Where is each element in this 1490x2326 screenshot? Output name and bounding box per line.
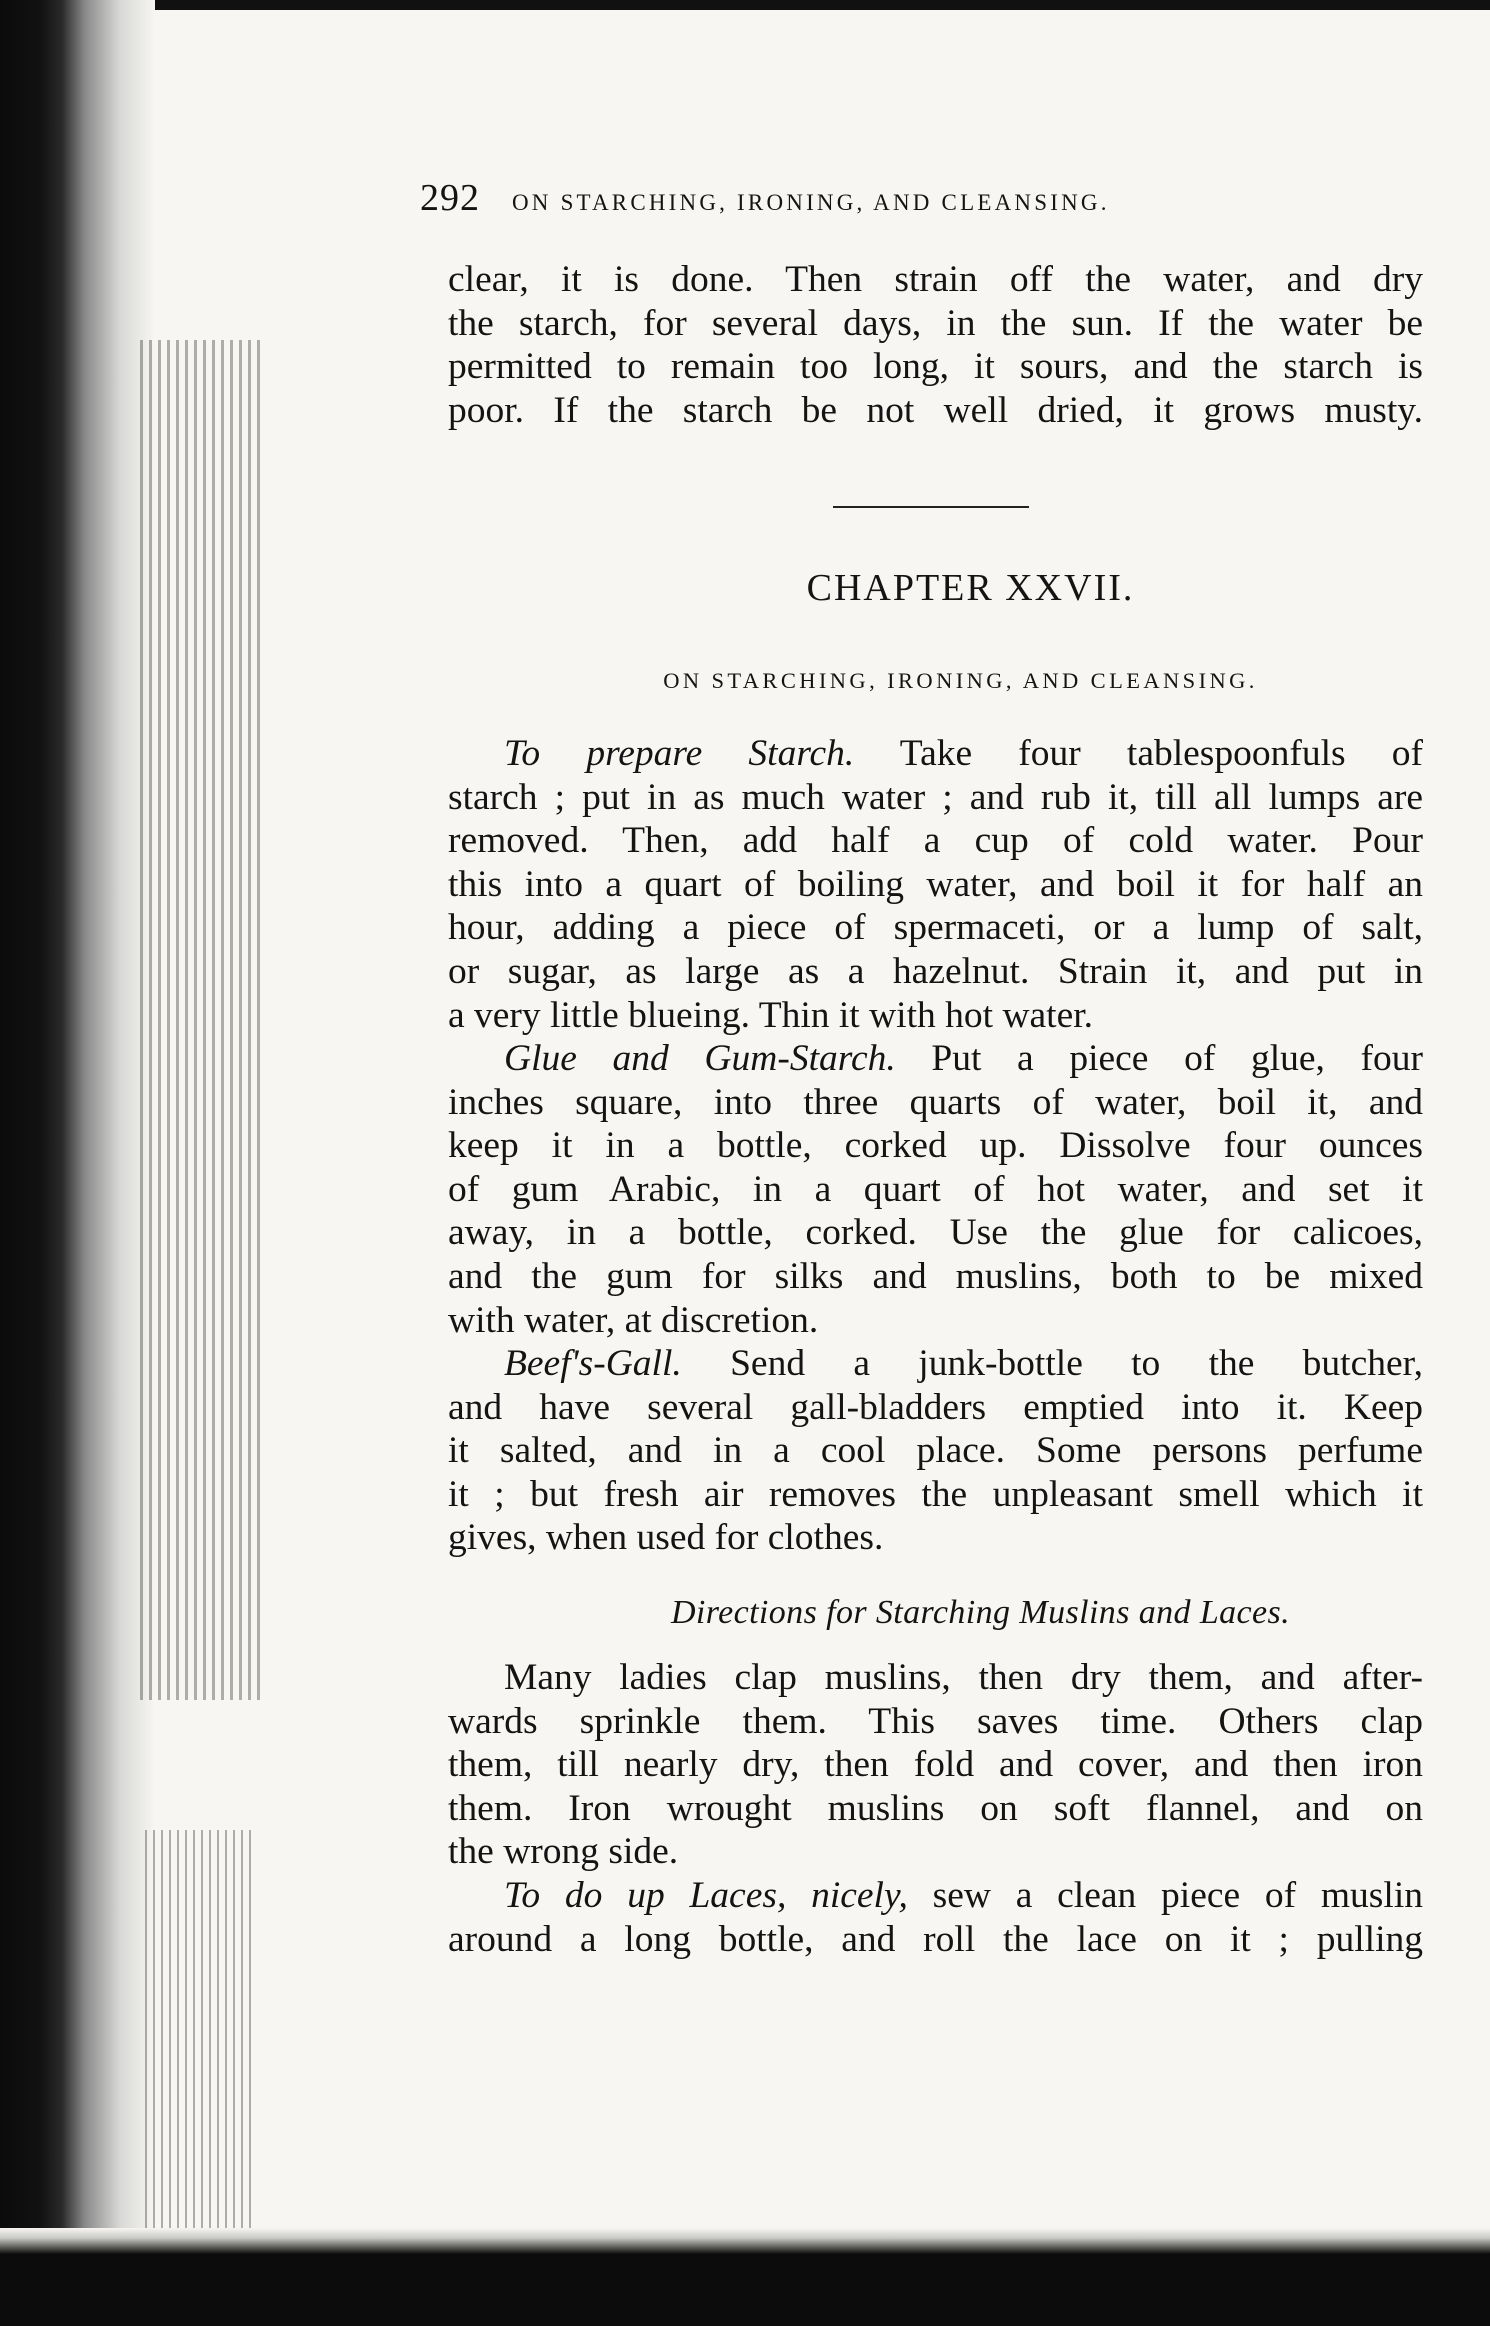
text-span: sew a clean piece of muslin <box>932 1875 1423 1916</box>
text-line: starch ; put in as much water ; and rub it, till all lumps are <box>448 776 1423 818</box>
text-line: and have several gall-bladders emptied into it. Keep <box>448 1386 1423 1428</box>
text-span: Take four tablespoonfuls of <box>899 733 1424 774</box>
muslins-paragraph <box>448 1656 1423 1874</box>
text-line: Many ladies clap muslins, then dry them, and after- <box>504 1657 1423 1698</box>
text-line: it ; but fresh air removes the unpleasant smell which it <box>448 1473 1423 1515</box>
text-line: hour, adding a piece of spermaceti, or a lump of salt, <box>448 907 1423 949</box>
recipe-beefs-gall <box>448 1342 1423 1560</box>
text-line: the wrong side. <box>448 1831 679 1873</box>
text-line: and the gum for silks and muslins, both to be mixed <box>448 1255 1423 1297</box>
text-line: them. Iron wrought muslins on soft flannel, and on <box>448 1787 1423 1829</box>
text-line: this into a quart of boiling water, and boil it for half an <box>448 863 1423 905</box>
opening-paragraph <box>448 258 1423 432</box>
text-span: Send a junk-bottle to the butcher, <box>730 1343 1423 1384</box>
chapter-subtitle: ON STARCHING, IRONING, AND CLEANSING. <box>663 668 1258 693</box>
text-line: a very little blueing. Thin it with hot water. <box>448 994 1094 1036</box>
scan-bottom-edge <box>0 2228 1490 2326</box>
chapter-title: CHAPTER XXVII. <box>806 567 1135 609</box>
text-line: keep it in a bottle, corked up. Dissolve four ounces <box>448 1125 1423 1167</box>
scan-top-edge <box>0 0 1490 10</box>
text-line <box>448 1037 1423 1081</box>
scan-binding-shadow <box>0 0 155 2326</box>
recipe-heading: To do up Laces, nicely, <box>504 1875 908 1916</box>
laces-paragraph <box>448 1874 1423 1961</box>
text-line: inches square, into three quarts of water, boil it, and <box>448 1081 1423 1123</box>
recipe-prepare-starch <box>448 732 1423 1037</box>
section-heading: Directions for Starching Muslins and Laces. <box>670 1594 1291 1631</box>
text-line: away, in a bottle, corked. Use the glue for calicoes, <box>448 1212 1423 1254</box>
running-title: ON STARCHING, IRONING, AND CLEANSING. <box>512 190 1110 215</box>
text-line: of gum Arabic, in a quart of hot water, and set it <box>448 1168 1423 1210</box>
running-header <box>420 176 1380 219</box>
text-line: wards sprinkle them. This saves time. Others clap <box>448 1700 1423 1742</box>
text-line: them, till nearly dry, then fold and cover, and then iron <box>448 1744 1423 1786</box>
text-line: removed. Then, add half a cup of cold water. Pour <box>448 820 1423 862</box>
chapter-divider-rule <box>833 506 1029 508</box>
text-line: or sugar, as large as a hazelnut. Strain it, and put in <box>448 950 1423 992</box>
text-line: poor. If the starch be not well dried, it grows musty. <box>448 389 1423 431</box>
text-line <box>448 1342 1423 1386</box>
text-line <box>448 732 1423 776</box>
text-line: with water, at discretion. <box>448 1299 819 1341</box>
text-span: Put a piece of glue, four <box>931 1038 1424 1079</box>
text-line: around a long bottle, and roll the lace on it ; pulling <box>448 1918 1423 1960</box>
recipe-heading: To prepare Starch. <box>504 733 855 774</box>
page-number: 292 <box>420 177 480 219</box>
text-line: the starch, for several days, in the sun. If the water be <box>448 302 1423 344</box>
recipe-heading: Glue and Gum-Starch. <box>504 1038 896 1079</box>
text-line: it salted, and in a cool place. Some persons perfume <box>448 1430 1423 1472</box>
text-line: clear, it is done. Then strain off the water, and dry <box>448 259 1423 300</box>
text-line: gives, when used for clothes. <box>448 1517 884 1559</box>
recipe-glue-gum-starch <box>448 1037 1423 1342</box>
text-line: permitted to remain too long, it sours, and the starch is <box>448 346 1423 388</box>
text-line <box>448 1874 1423 1918</box>
recipe-heading: Beef's-Gall. <box>504 1343 682 1384</box>
